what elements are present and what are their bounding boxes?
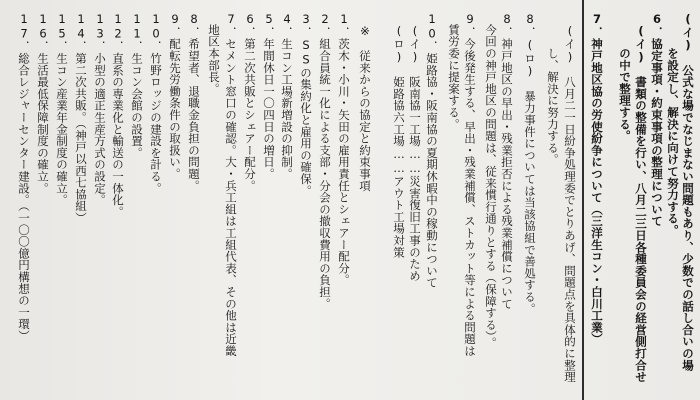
text-line-14: 10．姫路協・阪南協の夏期休暇中の稼動について	[425, 12, 439, 289]
text-line-1: (イ) 公式な場でなじまない問題もあり、少数での話し合いの場	[681, 12, 695, 371]
text-line-30: 12．直系の専業化と輸送の一体化。	[111, 12, 125, 218]
text-line-5: の中で整理する。	[618, 12, 632, 142]
text-line-26: 8．希望者、退職金負担の問題。	[187, 12, 201, 192]
text-line-7: (イ) 八月二一日紛争処理委でとりあげ、問題点を具体的に整理	[563, 12, 577, 383]
text-line-21: 4．生コン工場新増設の抑制。	[280, 12, 294, 180]
text-line-31: 13．小型の適正生産方式の設定。	[93, 12, 107, 206]
text-line-19: 2．組合員統一化による支部・分会の撤収費用の負担。	[318, 12, 332, 310]
text-line-34: 16．生活最低保障制度の確立。	[36, 12, 50, 194]
text-line-9: 8．(ロ) 暴力事件については当該協組で善処する。	[523, 12, 537, 315]
text-line-12: 9．今後発生する、早出・残業補償、ストカット等による問題は	[463, 12, 477, 357]
text-line-28: 10．竹野ロッジの建設を計る。	[149, 12, 163, 194]
text-line-29: 11．生コン会館の設置。	[130, 12, 144, 159]
text-line-22: 5．年間休日一〇四日の増日。	[262, 12, 276, 180]
text-line-35: 17．総合レジャーセンター建設。（一〇〇億円構想の一環）	[17, 12, 31, 342]
text-line-17: ※ 従来からの協定と約束事項	[358, 12, 372, 192]
text-line-2: を設定し、解決に向けて努力する。	[666, 12, 680, 237]
text-line-16: (ロ) 姫路協六工場……アウト工場対策	[392, 12, 406, 258]
section-divider	[582, 0, 584, 400]
text-line-32: 14．第二次共販。（神戸以西七協組）	[74, 12, 88, 224]
text-line-8: し、解決に努力する。	[546, 12, 560, 166]
text-line-27: 9．配転先労働条件の取扱い。	[168, 12, 182, 180]
text-line-23: 6．第二次共販とシェアー配分。	[243, 12, 257, 192]
text-line-15: (イ) 阪南協一工場……災害復旧工事のため	[408, 12, 422, 282]
text-line-18: 1．茨木・小川・矢田の雇用責任とシェアー配分。	[337, 12, 351, 286]
text-line-25: 地区本部長。	[207, 12, 221, 95]
text-line-3: 6．協定事項・約束事項の整理について	[650, 12, 664, 227]
text-line-20: 3．SSの集約化と雇用の確保。	[299, 12, 313, 197]
text-line-6: 7．神戸地区協の労使紛争について（三洋生コン・白川工業）	[590, 12, 604, 345]
text-line-33: 15．生コン産業年金制度の確立。	[55, 12, 69, 206]
text-line-13: 賃労委に提案する。	[447, 12, 461, 130]
text-line-4: (イ) 書類の整備を行い、八月二三日各種委員会の経営側打合せ	[634, 12, 648, 383]
text-line-11: 今回の神戸地区の問題は、従来慣行通りとする（保障する）。	[484, 12, 498, 349]
text-line-24: 7．セメント窓口の確認。大・兵工組は工組代表、その他は近畿	[224, 12, 238, 357]
text-line-10: 8．神戸地区の早出・残業拒否による残業補償について	[500, 12, 514, 310]
